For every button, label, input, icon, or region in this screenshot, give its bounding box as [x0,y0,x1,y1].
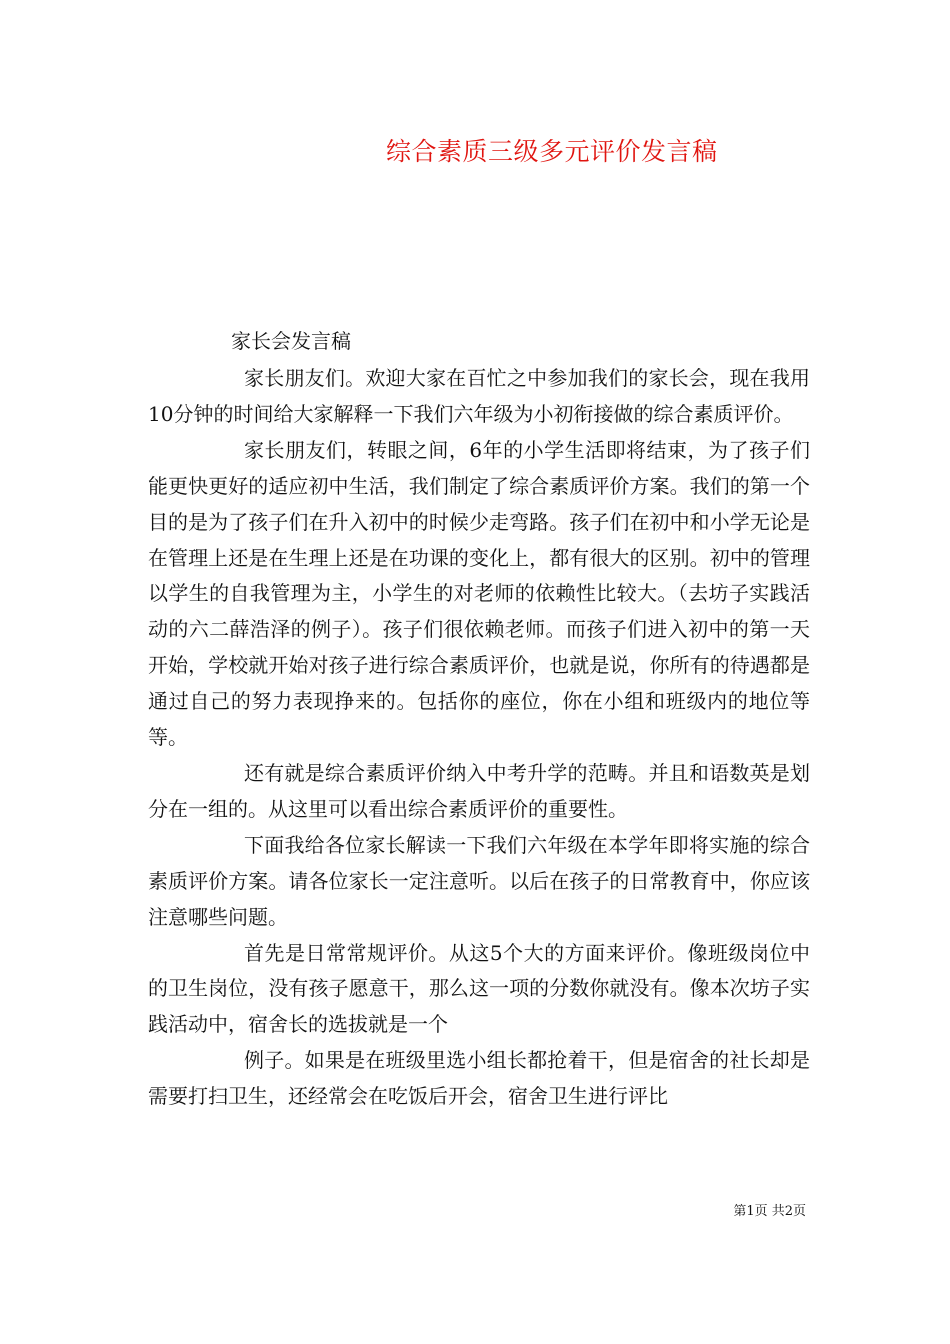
paragraph: 还有就是综合素质评价纳入中考升学的范畴。并且和语数英是划分在一组的。从这里可以看出综合素质评价的重要性。 [148,760,810,821]
document-subheading: 家长会发言稿 [231,329,351,353]
paragraph: 首先是日常常规评价。从这5个大的方面来评价。像班级岗位中的卫生岗位，没有孩子愿意干，那么这一项的分数你就没有。像本次坊子实践活动中，宿舍长的选拔就是一个 [148,940,810,1037]
paragraph: 家长朋友们。欢迎大家在百忙之中参加我们的家长会，现在我用10分钟的时间给大家解释一下我们六年级为小初衔接做的综合素质评价。 [148,366,810,426]
page-number: 第1页 共2页 [733,1204,806,1219]
paragraph: 下面我给各位家长解读一下我们六年级在本学年即将实施的综合素质评价方案。请各位家长一定注意听。以后在孩子的日常教育中，你应该注意哪些问题。 [148,832,810,929]
document-body [148,361,810,1115]
document-title: 综合素质三级多元评价发言稿 [386,137,718,166]
paragraph: 家长朋友们，转眼之间，6年的小学生活即将结束，为了孩子们能更快更好的适应初中生活，我们制定了综合素质评价方案。我们的第一个目的是为了孩子们在升入初中的时候少走弯路。孩子们在初中和小学无论是在管理上还是在生理上还是在功课的变化上，都有很大的区别。初中的管理以学生的自我管理为主，小学生的对老师的依赖性比较大。（去坊子实践活动的六二薛浩泽的例子）。孩子们很依赖老师。而孩子们进入初中的第一天开始，学校就开始对孩子进行综合素质评价，也就是说，你所有的待遇都是通过自己的努力表现挣来的。包括你的座位，你在小组和班级内的地位等等。 [148,437,810,750]
paragraph: 例子。如果是在班级里选小组长都抢着干，但是宿舍的社长却是需要打扫卫生，还经常会在吃饭后开会，宿舍卫生进行评比 [148,1048,810,1109]
